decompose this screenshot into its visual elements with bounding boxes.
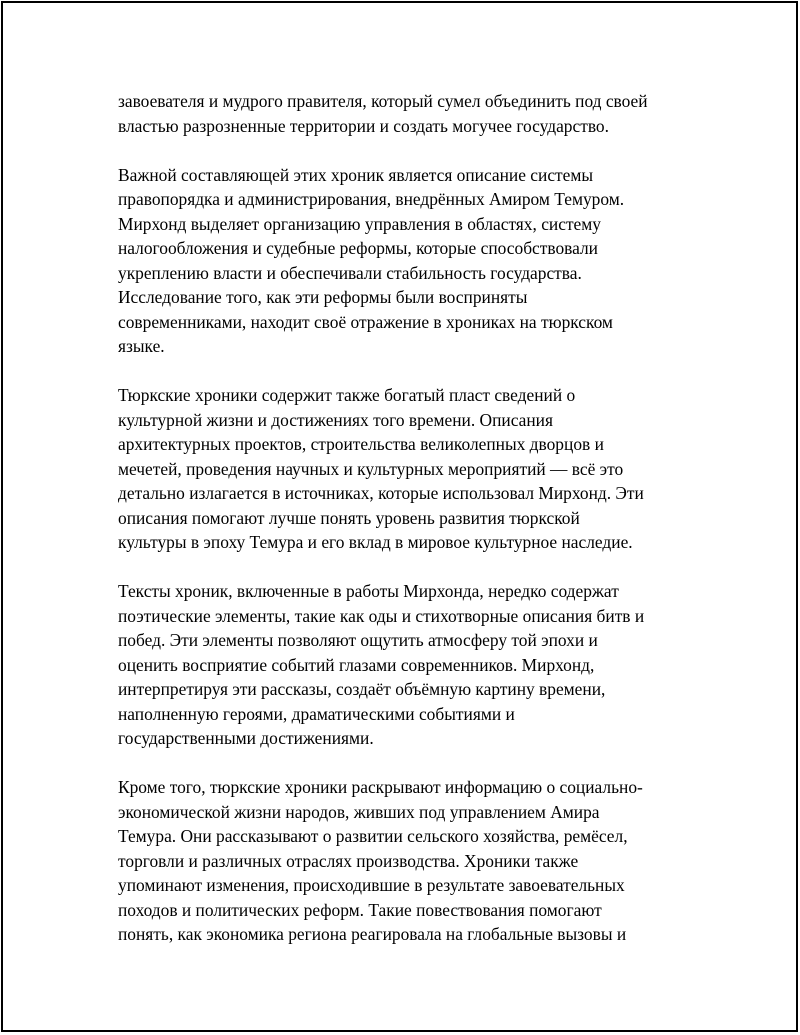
text-line: правопорядка и администрирования, внедрённых Амиром Темуром. [118,189,625,209]
text-line: интерпретируя эти рассказы, создаёт объёмную картину времени, [118,679,606,699]
text-line: детально излагается в источниках, которые использовал Мирхонд. Эти [118,483,644,503]
text-line: торговли и различных отраслях производства. Хроники также [118,850,579,871]
document-body [118,89,698,971]
text-line: Кроме того, тюркские хроники раскрывают информацию о социально- [118,777,643,797]
paragraph-5 [118,775,698,947]
text-line: Тексты хроник, включенные в работы Мирхонда, нередко содержат [118,581,619,601]
text-line: налогообложения и судебные реформы, которые способствовали [118,238,598,258]
text-line: государственными достижениями. [118,728,374,748]
paragraph-4 [118,579,698,751]
text-line: архитектурных проектов, строительства великолепных дворцов и [118,434,604,454]
text-line: оценить восприятие событий глазами современников. Мирхонд, [118,654,595,675]
paragraph-1 [118,89,698,138]
text-line: укреплению власти и обеспечивали стабильность государства. [118,262,582,283]
text-line: Важной составляющей этих хроник является описание системы [118,164,594,185]
text-line: Тюркские хроники содержит также богатый пласт сведений о [118,385,576,405]
text-line: Мирхонд выделяет организацию управления в областях, систему [118,213,601,234]
text-line: побед. Эти элементы позволяют ощутить атмосферу той эпохи и [118,630,598,650]
text-line: языке. [118,336,165,356]
text-line: культуры в эпоху Темура и его вклад в мировое культурное наследие. [118,532,633,552]
text-line: поэтические элементы, такие как оды и стихотворные описания битв и [118,605,645,626]
text-line: походов и политических реформ. Такие повествования помогают [118,899,602,920]
text-line: властью разрозненные территории и создать могучее государство. [118,115,609,136]
paragraph-3 [118,383,698,555]
text-line: культурной жизни и достижениях того времени. Описания [118,409,553,430]
text-line: упоминают изменения, происходившие в результате завоевательных [118,875,625,895]
text-line: понять, как экономика региона реагировала на глобальные вызовы и [118,924,627,944]
text-line: Исследование того, как эти реформы были восприняты [118,287,528,307]
text-line: наполненную героями, драматическими событиями и [118,703,515,724]
text-line: современниками, находит своё отражение в хрониках на тюркском [118,311,613,332]
text-line: мечетей, проведения научных и культурных мероприятий — всё это [118,458,624,479]
text-line: Темура. Они рассказывают о развитии сельского хозяйства, ремёсел, [118,826,628,846]
text-line: описания помогают лучше понять уровень развития тюркской [118,507,580,528]
text-line: экономической жизни народов, живших под управлением Амира [118,801,600,822]
text-line: завоевателя и мудрого правителя, который сумел объединить под своей [118,91,648,111]
paragraph-2 [118,163,698,359]
